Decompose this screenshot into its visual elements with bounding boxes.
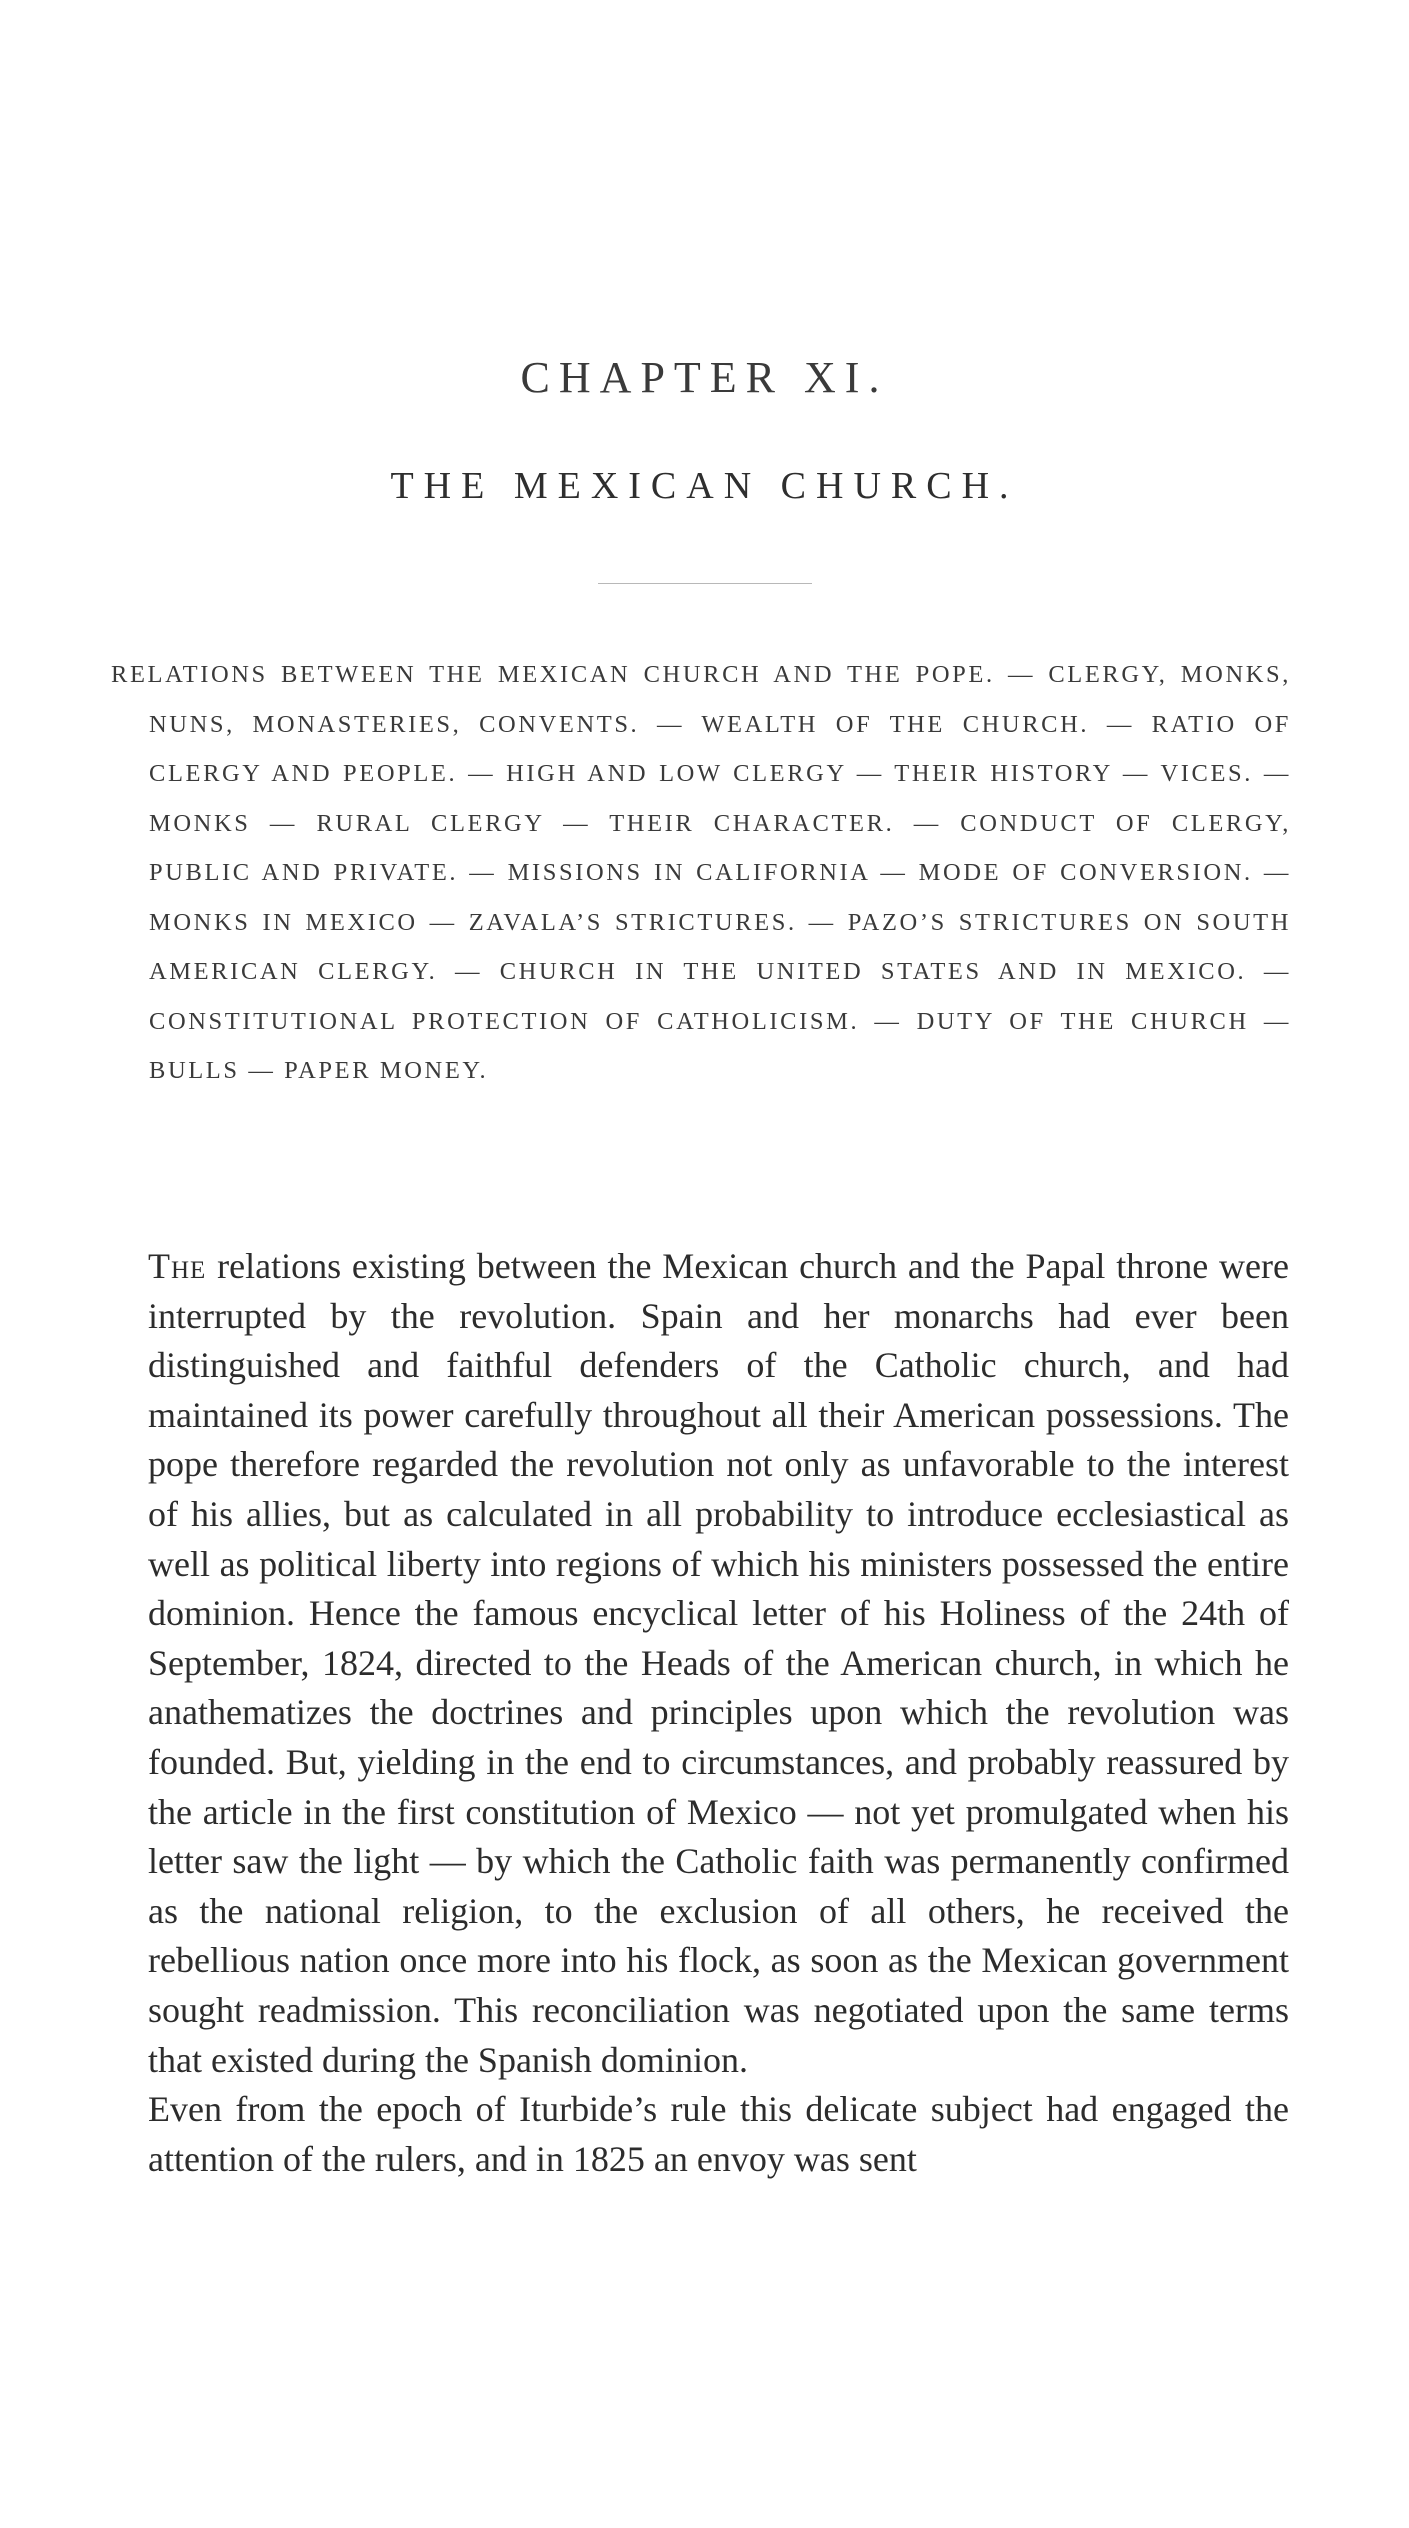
paragraph-1-text: relations existing between the Mexican church and the Papal throne were interrupted by the revolution. Spain and her monarchs had ever been distinguished and faithful defenders of the Catholic church, and had maintained its power carefully throughout all their American possessions. The pope therefore regarded the revolution not only as unfavorable to the interest of his allies, but as calculated in all probability to introduce ecclesiastical as well as political liberty into regions of which his ministers possessed the entire dominion. Hence the famous encyclical letter of his Holiness of the 24th of September, 1824, directed to the Heads of the American church, in which he anathematizes the doctrines and principles upon which the revolution was founded. But, yielding in the end to circumstances, and probably reassured by the article in the first constitution of Mexico — not yet promulgated when his letter saw the light — by which the Catholic faith was permanently confirmed as the national religion, to the exclusion of all others, he received the rebellious nation once more into his flock, as soon as the Mexican government sought readmission. This reconciliation was negotiated upon the same terms that existed during the Spanish dominion.	[148, 1246, 1289, 2080]
chapter-heading: CHAPTER XI.	[520, 353, 889, 402]
chapter-title: THE MEXICAN CHURCH.	[390, 465, 1019, 507]
title-rule	[598, 583, 812, 584]
synopsis-text: RELATIONS BETWEEN THE MEXICAN CHURCH AND THE POPE. — CLERGY, MONKS, NUNS, MONASTERIES, CONVENTS. — WEALTH OF THE CHURCH. — RATIO OF CLERGY AND PEOPLE. — HIGH AND LOW CLERGY — THEIR HISTORY — VICES. — MONKS — RURAL CLERGY — THEIR CHARACTER. — CONDUCT OF CLERGY, PUBLIC AND PRIVATE. — MISSIONS IN CALIFORNIA — MODE OF CONVERSION. — MONKS IN MEXICO — ZAVALA’S STRICTURES. — PAZO’S STRICTURES ON SOUTH AMERICAN CLERGY. — CHURCH IN THE UNITED STATES AND IN MEXICO. — CONSTITUTIONAL PROTECTION OF CATHOLICISM. — DUTY OF THE CHURCH — BULLS — PAPER MONEY.	[111, 661, 1291, 1084]
chapter-synopsis	[111, 650, 1291, 1096]
paragraph-2: Even from the epoch of Iturbide’s rule this delicate subject had engaged the attention of the rulers, and in 1825 an envoy was sent	[148, 2089, 1289, 2179]
body-text	[148, 1242, 1289, 2184]
paragraph-1-lead: The	[148, 1246, 207, 1286]
paragraph-1	[148, 1242, 1289, 2085]
